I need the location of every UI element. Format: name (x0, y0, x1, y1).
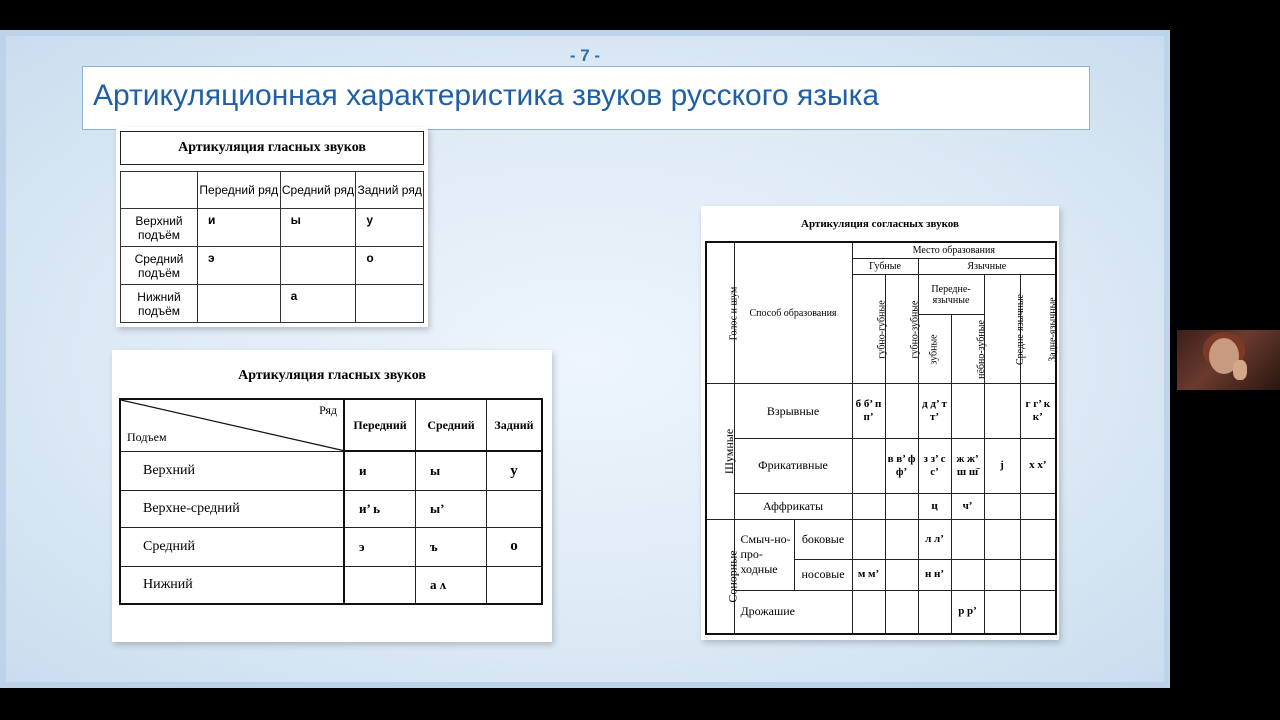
table-cell (852, 439, 885, 494)
vowels-table-1 (116, 127, 428, 327)
noisy-label: Шумные (722, 429, 737, 475)
table-cell (1020, 520, 1056, 560)
table-cell (918, 590, 951, 634)
row-header: Дрожашие (734, 590, 852, 634)
column-header-label: зубные (929, 333, 941, 365)
corner-cell (120, 399, 344, 451)
table-cell: у (487, 451, 543, 491)
row-header: Верхний (120, 451, 344, 491)
labial-header: Губные (852, 258, 918, 274)
table-cell: м м’ (852, 559, 885, 590)
corner-label-row: Ряд (319, 403, 337, 417)
table-cell (984, 520, 1020, 560)
occlusive-passing-header: Смыч-но-про-ходные (734, 520, 794, 590)
consonants-table-grid (705, 241, 1057, 635)
table-cell (984, 590, 1020, 634)
corner-cell (121, 172, 198, 209)
table-cell: и’ ь (344, 491, 416, 528)
row-header: Нижний (120, 566, 344, 604)
column-header (885, 275, 918, 384)
table-cell (885, 559, 918, 590)
table-cell: и (344, 451, 416, 491)
row-header: носовые (794, 559, 852, 590)
row-header: Средний (120, 527, 344, 566)
vowels-table-2-grid (119, 398, 543, 605)
table-cell (885, 590, 918, 634)
table-cell: у (356, 209, 424, 247)
column-header-label: Средне-язычные (1014, 293, 1026, 365)
vowels-table-2 (112, 350, 552, 642)
column-header (951, 314, 987, 383)
table-cell (951, 384, 984, 439)
sonorant-label: Сонорные (725, 550, 740, 603)
noisy-header (706, 384, 737, 520)
corner-label-height: Подъем (127, 429, 167, 444)
table-cell: р р’ (951, 590, 984, 634)
table-cell (984, 559, 1020, 590)
vowels-table-1-caption: Артикуляция гласных звуков (120, 131, 424, 165)
table-cell: ы’ (416, 491, 487, 528)
sonorant-header (706, 520, 740, 634)
table-cell: н н’ (918, 559, 951, 590)
webcam-video-thumbnail[interactable] (1177, 330, 1280, 390)
column-header (984, 275, 1026, 384)
table-cell: ъ (416, 527, 487, 566)
column-header: Средний (416, 399, 487, 451)
column-header (918, 314, 951, 383)
column-header: Передний (344, 399, 416, 451)
table-cell: э (344, 527, 416, 566)
column-header (852, 275, 888, 384)
table-cell (885, 493, 918, 519)
table-cell (344, 566, 416, 604)
manner-header: Способ образования (734, 242, 852, 384)
row-header: Средний подъём (121, 247, 198, 285)
table-cell: а (280, 285, 356, 323)
table-cell: а ʌ (416, 566, 487, 604)
table-cell (852, 520, 885, 560)
consonants-table (701, 206, 1059, 640)
table-cell (984, 493, 1020, 519)
table-cell (356, 285, 424, 323)
table-cell (487, 566, 543, 604)
table-cell (852, 590, 885, 634)
table-cell (852, 493, 885, 519)
table-cell: о (487, 527, 543, 566)
table-cell: х х’ (1020, 439, 1056, 494)
page-number: - 7 - (569, 46, 601, 65)
table-cell: ч’ (951, 493, 984, 519)
column-header-label: нёбно-зубные (975, 319, 987, 379)
table-cell: в в’ ф ф’ (885, 439, 918, 494)
title-box (82, 66, 1090, 130)
row-header: Верхне-средний (120, 491, 344, 528)
table-cell: ы (416, 451, 487, 491)
vowels-table-1-grid (120, 171, 424, 323)
table-cell (198, 285, 281, 323)
voice-noise-label: Голос и шум (728, 286, 740, 340)
table-cell: ы (280, 209, 356, 247)
table-cell: г г’ к к’ (1020, 384, 1056, 439)
lingual-header: Язычные (918, 258, 1056, 274)
table-cell: д д’ т т’ (918, 384, 951, 439)
row-header: Аффрикаты (734, 493, 852, 519)
table-cell: ж ж’ ш ш̄ (951, 439, 984, 494)
column-header: Средний ряд (280, 172, 356, 209)
consonants-table-caption: Артикуляция согласных звуков (801, 218, 959, 230)
column-header: Задний ряд (356, 172, 424, 209)
row-header: Верхний подъём (121, 209, 198, 247)
voice-noise-header (706, 242, 740, 384)
table-cell: э (198, 247, 281, 285)
column-header: Передний ряд (198, 172, 281, 209)
row-header: боковые (794, 520, 852, 560)
front-lingual-header: Передне-язычные (918, 275, 984, 315)
table-cell: о (356, 247, 424, 285)
table-cell: и (198, 209, 281, 247)
table-cell: j (984, 439, 1020, 494)
table-cell (885, 384, 918, 439)
table-cell: л л’ (918, 520, 951, 560)
table-cell (280, 247, 356, 285)
column-header-label: Задне-язычные (1047, 297, 1059, 362)
column-header: Задний (487, 399, 543, 451)
slide-title: Артикуляционная характеристика звуков русского языка (93, 79, 880, 112)
table-cell (487, 491, 543, 528)
table-cell (951, 520, 984, 560)
table-cell (1020, 559, 1056, 590)
row-header: Взрывные (734, 384, 852, 439)
table-cell (984, 384, 1020, 439)
table-cell (1020, 493, 1056, 519)
row-header: Нижний подъём (121, 285, 198, 323)
table-cell (951, 559, 984, 590)
place-header: Место образования (852, 242, 1056, 258)
vowels-table-2-caption: Артикуляция гласных звуков (238, 368, 426, 383)
column-header-label: губно-губные (876, 300, 888, 359)
table-cell: з з’ с с’ (918, 439, 951, 494)
table-cell (1020, 590, 1056, 634)
table-cell: б б’ п п’ (852, 384, 885, 439)
webcam-person-hand (1233, 360, 1247, 380)
column-header-label: губно-зубные (908, 300, 920, 359)
table-cell: ц (918, 493, 951, 519)
row-header: Фрикативные (734, 439, 852, 494)
table-cell (885, 520, 918, 560)
